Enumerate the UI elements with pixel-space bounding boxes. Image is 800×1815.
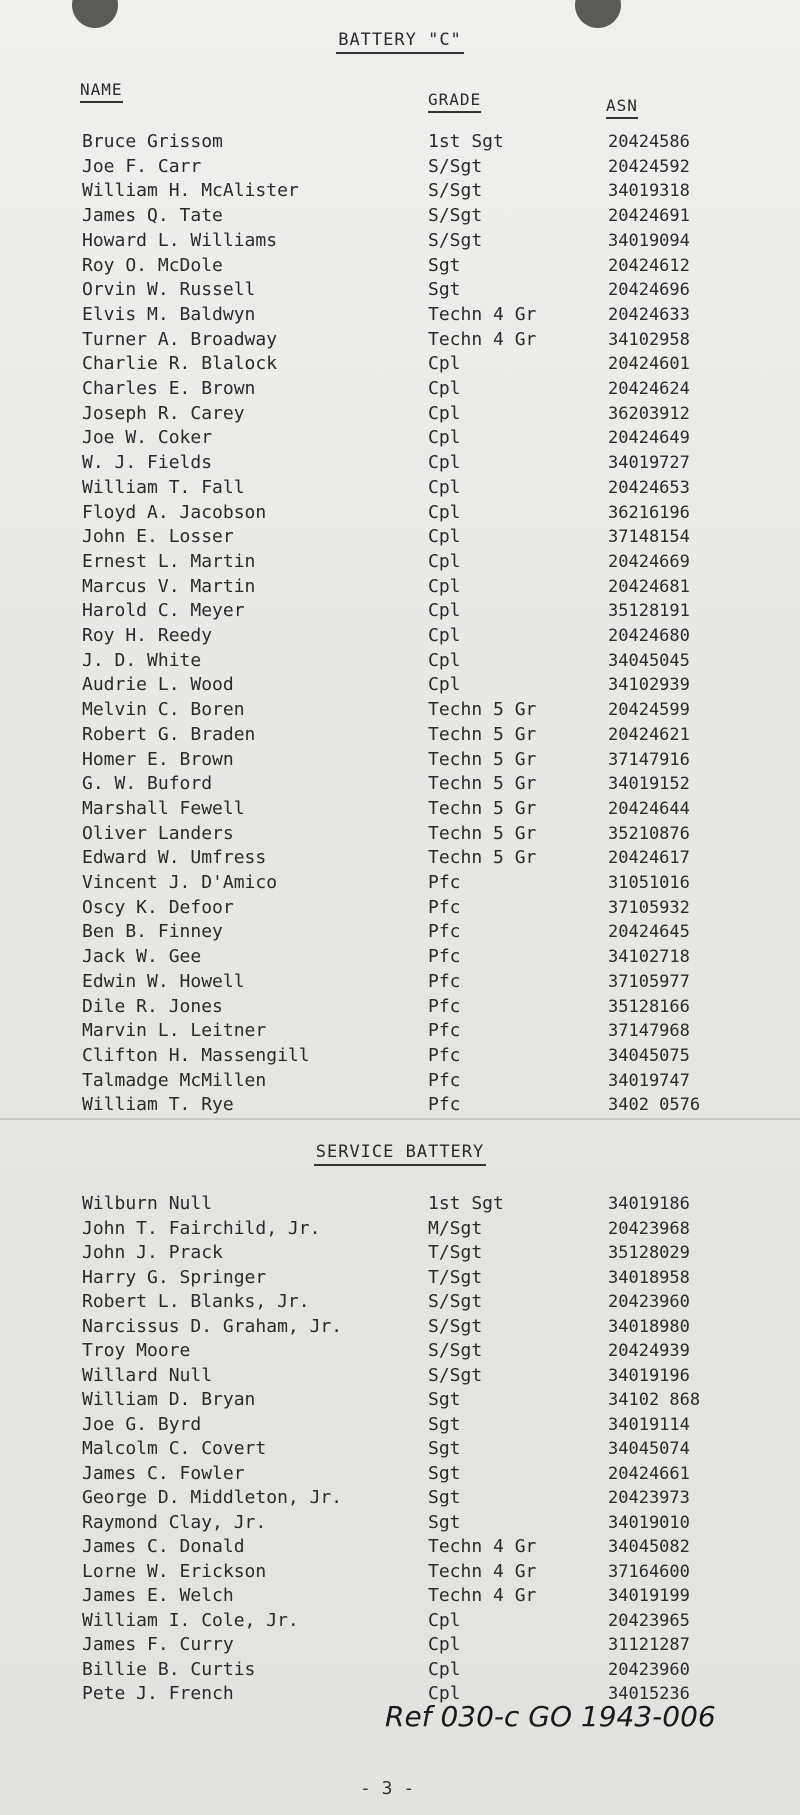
member-grade: Pfc [428, 1020, 461, 1042]
member-asn: 20424601 [608, 354, 690, 375]
member-name: Vincent J. D'Amico [82, 872, 278, 893]
member-grade: Techn 4 Gr [428, 1585, 537, 1606]
member-asn: 20424621 [608, 724, 690, 745]
member-asn: 20424592 [608, 156, 690, 177]
member-grade: Sgt [428, 1413, 461, 1435]
member-asn: 20424696 [608, 280, 690, 301]
roster-row [0, 1019, 800, 1043]
member-grade: Sgt [428, 1462, 461, 1484]
member-grade: Cpl [428, 1634, 461, 1655]
roster-row [0, 1462, 800, 1486]
member-name: Harry G. Springer [82, 1266, 267, 1288]
roster-row [0, 723, 800, 747]
member-grade: Techn 5 Gr [428, 773, 537, 795]
roster-row [0, 1339, 800, 1363]
member-grade: S/Sgt [428, 1340, 483, 1361]
member-asn: 37164600 [608, 1561, 690, 1582]
member-asn: 34019152 [608, 774, 690, 795]
roster-row [0, 1437, 800, 1461]
member-asn: 35128191 [608, 601, 690, 622]
member-grade: Cpl [428, 402, 461, 424]
member-grade: 1st Sgt [428, 131, 504, 152]
member-asn: 20423960 [608, 1659, 690, 1680]
member-name: James Q. Tate [82, 205, 223, 227]
member-asn: 20424939 [608, 1341, 690, 1361]
member-grade: Pfc [428, 1069, 461, 1091]
member-name: Edward W. Umfress [82, 847, 267, 869]
member-asn: 37105977 [608, 971, 690, 992]
member-name: Melvin C. Boren [82, 699, 245, 721]
member-name: Malcolm C. Covert [82, 1438, 267, 1459]
member-asn: 31121287 [608, 1635, 690, 1655]
member-asn: 20424653 [608, 477, 690, 498]
member-name: George D. Middleton, Jr. [82, 1487, 343, 1508]
member-asn: 20424681 [608, 576, 690, 597]
roster-row [0, 698, 800, 722]
member-asn: 34045075 [608, 1045, 690, 1066]
member-asn: 20423960 [608, 1292, 690, 1312]
member-grade: Sgt [428, 1389, 461, 1410]
member-grade: Pfc [428, 995, 461, 1017]
roster-row [0, 1241, 800, 1265]
member-name: James C. Donald [82, 1536, 245, 1557]
member-grade: Techn 5 Gr [428, 723, 537, 745]
member-asn: 35210876 [608, 823, 690, 844]
member-grade: Cpl [428, 353, 461, 375]
member-grade: Cpl [428, 526, 461, 548]
roster-row [0, 179, 800, 203]
member-asn: 20423973 [608, 1488, 690, 1508]
roster-row [0, 328, 800, 352]
member-asn: 34019094 [608, 230, 690, 251]
roster-row [0, 920, 800, 944]
member-name: John J. Prack [82, 1242, 223, 1263]
roster-row [0, 1093, 800, 1117]
service-battery-title: SERVICE BATTERY [0, 1142, 800, 1162]
member-name: John E. Losser [82, 526, 234, 548]
roster-row [0, 624, 800, 648]
roster-row [0, 1315, 800, 1339]
member-asn: 34102 868 [608, 1390, 701, 1410]
roster-row [0, 1266, 800, 1290]
member-asn: 35128166 [608, 996, 690, 1017]
roster-row [0, 1535, 800, 1559]
member-grade: Sgt [428, 254, 461, 276]
member-grade: Pfc [428, 946, 461, 968]
member-name: Joe F. Carr [82, 155, 202, 177]
member-asn: 37147916 [608, 749, 690, 770]
punch-hole-right [575, 0, 621, 28]
member-name: Clifton H. Massengill [82, 1044, 310, 1066]
roster-row [0, 846, 800, 870]
member-grade: Techn 5 Gr [428, 748, 537, 770]
roster-row [0, 303, 800, 327]
roster-row [0, 451, 800, 475]
member-asn: 20424680 [608, 626, 690, 646]
member-asn: 20424624 [608, 379, 690, 399]
member-name: Oscy K. Defoor [82, 896, 234, 918]
member-grade: S/Sgt [428, 205, 483, 227]
member-grade: Cpl [428, 550, 461, 572]
member-asn: 36216196 [608, 502, 690, 523]
roster-row [0, 896, 800, 920]
roster-row [0, 377, 800, 401]
member-grade: Pfc [428, 970, 461, 992]
member-name: William I. Cole, Jr. [82, 1609, 299, 1631]
member-name: John T. Fairchild, Jr. [82, 1217, 321, 1239]
member-asn: 20424644 [608, 798, 690, 819]
member-asn: 20424691 [608, 206, 690, 227]
member-grade: 1st Sgt [428, 1193, 504, 1214]
roster-row [0, 1192, 800, 1216]
member-grade: T/Sgt [428, 1266, 483, 1288]
member-name: Marshall Fewell [82, 797, 245, 819]
roster-row [0, 254, 800, 278]
member-asn: 20424645 [608, 922, 690, 943]
grade-column-header: GRADE [428, 90, 481, 109]
member-grade: Cpl [428, 452, 461, 474]
member-name: Jack W. Gee [82, 946, 202, 968]
member-asn: 37148154 [608, 527, 690, 548]
member-asn: 3402 0576 [608, 1095, 701, 1116]
member-name: Robert G. Braden [82, 723, 256, 745]
member-name: Marvin L. Leitner [82, 1020, 267, 1042]
member-grade: Sgt [428, 1438, 461, 1459]
member-grade: S/Sgt [428, 1315, 483, 1337]
member-asn: 37105932 [608, 897, 690, 918]
member-grade: Pfc [428, 1094, 461, 1116]
member-name: Bruce Grissom [82, 131, 223, 152]
member-asn: 34019186 [608, 1194, 690, 1214]
roster-row [0, 822, 800, 846]
roster-row [0, 130, 800, 154]
member-name: Joe G. Byrd [82, 1413, 202, 1435]
member-name: Pete J. French [82, 1683, 234, 1704]
member-grade: T/Sgt [428, 1242, 483, 1263]
roster-row [0, 1413, 800, 1437]
member-name: Troy Moore [82, 1340, 191, 1361]
member-asn: 20424612 [608, 255, 690, 276]
member-name: Ernest L. Martin [82, 550, 256, 572]
roster-row [0, 426, 800, 450]
roster-row [0, 945, 800, 969]
member-name: Marcus V. Martin [82, 575, 256, 597]
member-grade: Cpl [428, 649, 461, 671]
member-name: J. D. White [82, 649, 202, 671]
member-name: Roy H. Reedy [82, 625, 213, 646]
member-name: Willard Null [82, 1364, 213, 1386]
member-name: Dile R. Jones [82, 995, 223, 1017]
roster-row [0, 476, 800, 500]
member-name: Harold C. Meyer [82, 600, 245, 622]
member-name: Robert L. Blanks, Jr. [82, 1291, 310, 1312]
roster-row [0, 1486, 800, 1510]
member-asn: 20424661 [608, 1463, 690, 1484]
member-asn: 20424599 [608, 700, 690, 721]
member-name: Orvin W. Russell [82, 279, 256, 301]
member-asn: 34102939 [608, 675, 690, 696]
member-asn: 34015236 [608, 1684, 690, 1704]
member-grade: S/Sgt [428, 1364, 483, 1386]
member-asn: 34019727 [608, 453, 690, 474]
member-asn: 34019318 [608, 181, 690, 202]
roster-row [0, 1069, 800, 1093]
member-grade: Techn 4 Gr [428, 1560, 537, 1582]
member-grade: Pfc [428, 1044, 461, 1066]
member-asn: 31051016 [608, 873, 690, 893]
member-asn: 34019199 [608, 1586, 690, 1606]
roster-row [0, 871, 800, 895]
member-name: Howard L. Williams [82, 229, 278, 251]
member-grade: Techn 4 Gr [428, 328, 537, 350]
member-grade: Cpl [428, 1658, 461, 1680]
member-grade: Pfc [428, 921, 461, 943]
member-grade: Cpl [428, 625, 461, 646]
member-name: William T. Rye [82, 1094, 234, 1116]
member-grade: Techn 5 Gr [428, 797, 537, 819]
roster-row [0, 550, 800, 574]
member-asn: 34045074 [608, 1439, 690, 1459]
member-grade: Sgt [428, 279, 461, 301]
member-asn: 34019196 [608, 1365, 690, 1386]
member-asn: 20424633 [608, 304, 690, 325]
member-grade: Cpl [428, 427, 461, 449]
roster-row [0, 575, 800, 599]
member-name: Oliver Landers [82, 822, 234, 844]
roster-row [0, 772, 800, 796]
member-grade: S/Sgt [428, 180, 483, 202]
member-name: Roy O. McDole [82, 254, 223, 276]
roster-row [0, 1658, 800, 1682]
member-name: Audrie L. Wood [82, 674, 234, 696]
paper-fold-line [0, 1118, 800, 1120]
member-name: Turner A. Broadway [82, 328, 278, 350]
member-grade: M/Sgt [428, 1217, 483, 1239]
roster-row [0, 525, 800, 549]
member-grade: Cpl [428, 600, 461, 622]
roster-row [0, 1560, 800, 1584]
member-name: W. J. Fields [82, 452, 213, 474]
roster-row [0, 970, 800, 994]
roster-row [0, 204, 800, 228]
member-asn: 20424649 [608, 428, 690, 449]
roster-row [0, 649, 800, 673]
member-name: Lorne W. Erickson [82, 1560, 267, 1582]
member-asn: 20424586 [608, 132, 690, 152]
roster-row [0, 1044, 800, 1068]
roster-row [0, 1609, 800, 1633]
roster-row [0, 278, 800, 302]
roster-row [0, 995, 800, 1019]
member-grade: S/Sgt [428, 1291, 483, 1312]
roster-row [0, 1584, 800, 1608]
member-name: James F. Curry [82, 1634, 234, 1655]
member-grade: Pfc [428, 872, 461, 893]
member-name: Homer E. Brown [82, 748, 234, 770]
asn-column-header: ASN [606, 96, 638, 115]
roster-row [0, 155, 800, 179]
battery-c-title: BATTERY "C" [0, 30, 800, 50]
member-name: Edwin W. Howell [82, 970, 245, 992]
member-name: Talmadge McMillen [82, 1069, 267, 1091]
roster-row [0, 797, 800, 821]
member-asn: 34019114 [608, 1414, 690, 1435]
member-name: Narcissus D. Graham, Jr. [82, 1315, 343, 1337]
member-grade: Cpl [428, 378, 461, 399]
member-grade: S/Sgt [428, 155, 483, 177]
roster-row [0, 352, 800, 376]
member-grade: Pfc [428, 896, 461, 918]
page-number: - 3 - [360, 1778, 415, 1799]
roster-row [0, 1511, 800, 1535]
punch-hole-left [72, 0, 118, 28]
roster-row [0, 402, 800, 426]
roster-row [0, 1388, 800, 1412]
member-name: Charles E. Brown [82, 378, 256, 399]
member-name: William T. Fall [82, 476, 245, 498]
name-column-header: NAME [80, 80, 123, 99]
member-grade: Techn 5 Gr [428, 699, 537, 721]
roster-row [0, 501, 800, 525]
member-name: Wilburn Null [82, 1193, 213, 1214]
member-name: Charlie R. Blalock [82, 353, 278, 375]
member-asn: 37147968 [608, 1021, 690, 1042]
member-grade: Cpl [428, 1683, 461, 1704]
member-asn: 34019747 [608, 1070, 690, 1091]
member-name: Raymond Clay, Jr. [82, 1511, 267, 1533]
member-grade: Techn 5 Gr [428, 847, 537, 869]
roster-row [0, 229, 800, 253]
member-grade: Cpl [428, 1609, 461, 1631]
roster-row [0, 1217, 800, 1241]
member-grade: Techn 4 Gr [428, 1536, 537, 1557]
member-asn: 20423968 [608, 1218, 690, 1239]
member-grade: Sgt [428, 1487, 461, 1508]
member-asn: 20424669 [608, 551, 690, 572]
member-asn: 34102958 [608, 329, 690, 350]
member-name: James E. Welch [82, 1585, 234, 1606]
member-asn: 36203912 [608, 403, 690, 424]
member-name: G. W. Buford [82, 773, 213, 795]
reference-note: Ref 030-c GO 1943-006 [385, 1700, 716, 1733]
member-name: James C. Fowler [82, 1462, 245, 1484]
member-asn: 34102718 [608, 947, 690, 968]
member-name: Floyd A. Jacobson [82, 501, 267, 523]
member-asn: 34018980 [608, 1316, 690, 1337]
member-grade: Cpl [428, 674, 461, 696]
roster-row [0, 1290, 800, 1314]
member-asn: 20424617 [608, 848, 690, 869]
member-name: William D. Bryan [82, 1389, 256, 1410]
member-grade: Techn 5 Gr [428, 822, 537, 844]
member-name: Joe W. Coker [82, 427, 213, 449]
member-grade: Techn 4 Gr [428, 303, 537, 325]
member-name: Billie B. Curtis [82, 1658, 256, 1680]
member-asn: 20423965 [608, 1610, 690, 1631]
roster-row [0, 673, 800, 697]
member-grade: S/Sgt [428, 229, 483, 251]
member-grade: Cpl [428, 476, 461, 498]
member-grade: Cpl [428, 501, 461, 523]
member-name: Elvis M. Baldwyn [82, 303, 256, 325]
member-grade: Cpl [428, 575, 461, 597]
member-grade: Sgt [428, 1511, 461, 1533]
member-asn: 34019010 [608, 1512, 690, 1533]
member-name: Ben B. Finney [82, 921, 223, 943]
member-asn: 34045045 [608, 650, 690, 671]
member-asn: 34045082 [608, 1537, 690, 1557]
roster-row [0, 1633, 800, 1657]
member-asn: 34018958 [608, 1267, 690, 1288]
roster-row [0, 748, 800, 772]
member-asn: 35128029 [608, 1243, 690, 1263]
roster-row [0, 1364, 800, 1388]
member-name: William H. McAlister [82, 180, 299, 202]
roster-row [0, 599, 800, 623]
member-name: Joseph R. Carey [82, 402, 245, 424]
